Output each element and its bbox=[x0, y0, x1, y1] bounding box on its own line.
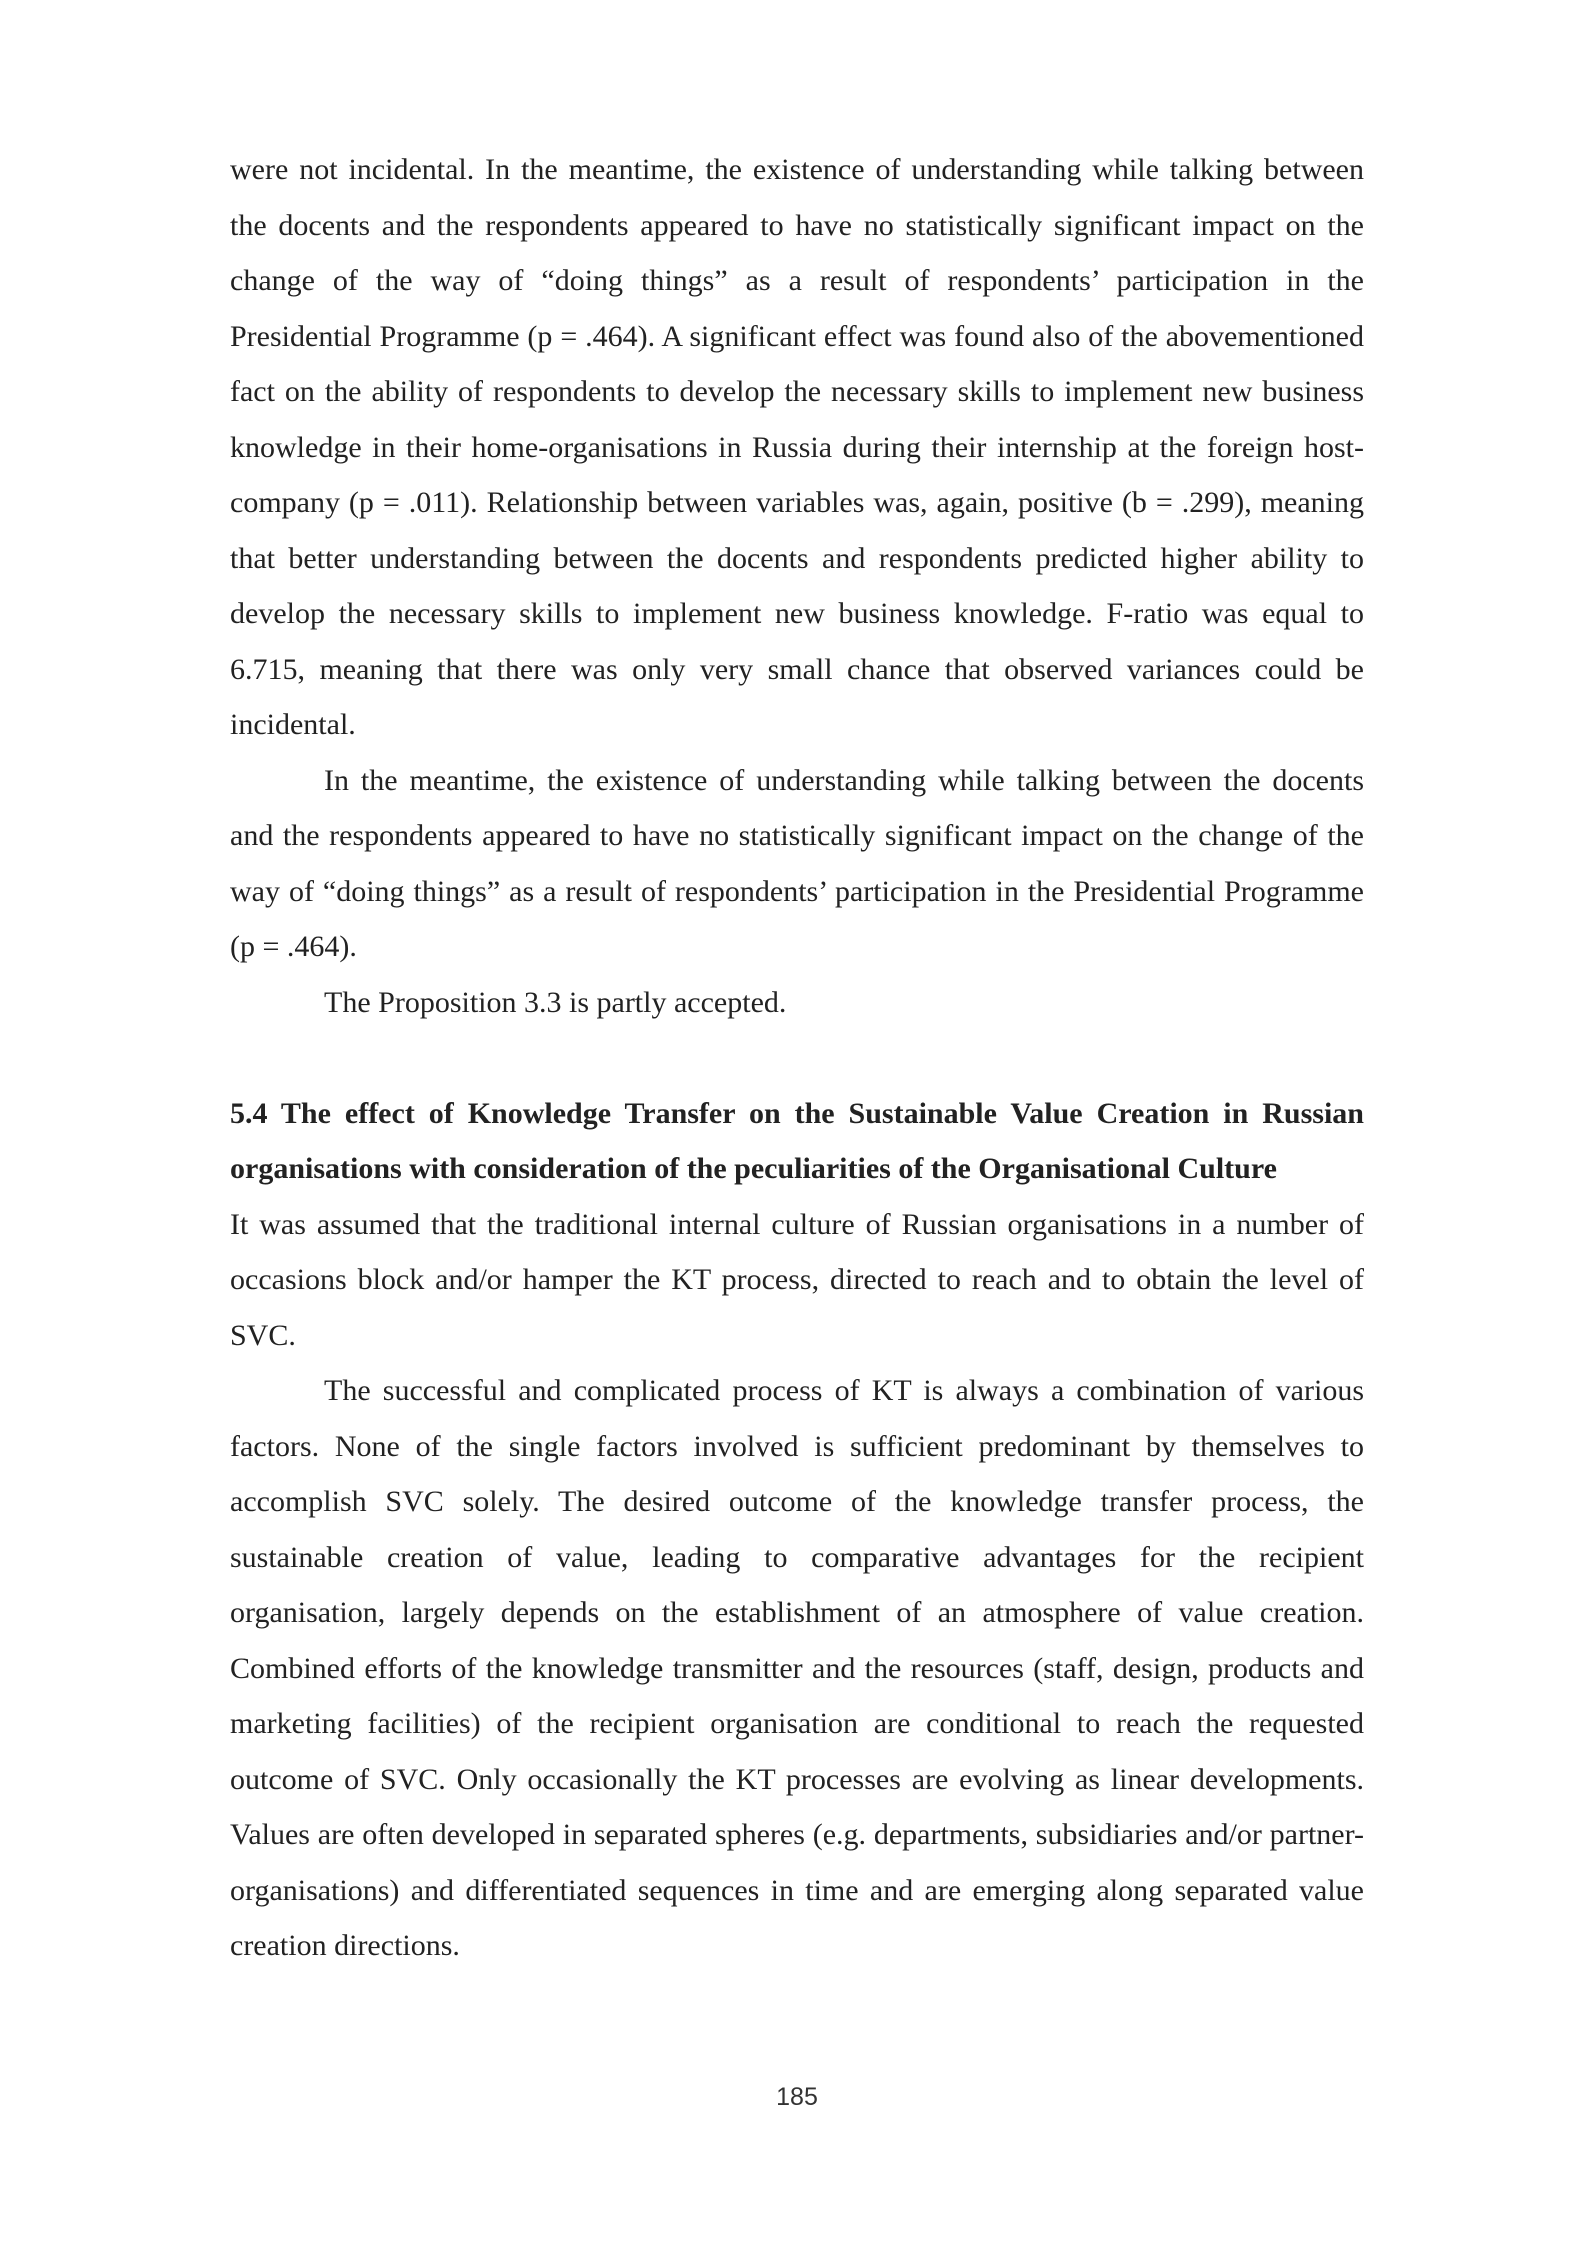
paragraph-kt-process: The successful and complicated process of KT is always a combination of various factors. None of the single factors involved is sufficient predominant by themselves to accomplish SVC solely. The desired outcome of the knowledge transfer process, the sustainable creation of value, leading to comparative advantages for the recipient organisation, largely depends on the establishment of an atmosphere of value creation. Combined efforts of the knowledge transmitter and the resources (staff, design, products and marketing facilities) of the recipient organisation are conditional to reach the requested outcome of SVC. Only occasionally the KT processes are evolving as linear developments. Values are often developed in separated spheres (e.g. departments, subsidiaries and/or partner-organisations) and differentiated sequences in time and are emerging along separated value creation directions. bbox=[230, 1374, 1364, 1962]
paragraph-continuation: were not incidental. In the meantime, the existence of understanding while talking between the docents and the respondents appeared to have no statistically significant impact on the change of the way of “doing things” as a result of respondents’ participation in the Presidential Programme (p = .464). A significant effect was found also of the abovementioned fact on the ability of respondents to develop the necessary skills to implement new business knowledge in their home-organisations in Russia during their internship at the foreign host-company (p = .011). Relationship between variables was, again, positive (b = .299), meaning that better understanding between the docents and respondents predicted higher ability to develop the necessary skills to implement new business knowledge. F-ratio was equal to 6.715, meaning that there was only very small chance that observed variances could be incidental. bbox=[230, 153, 1364, 741]
paragraph-assumption: It was assumed that the traditional internal culture of Russian organisations in a number of occasions block and/or hamper the KT process, directed to reach and to obtain the level of SVC. bbox=[230, 1207, 1364, 1352]
page-number: 185 bbox=[776, 2083, 818, 2111]
paragraph-proposition-result: The Proposition 3.3 is partly accepted. bbox=[324, 985, 787, 1019]
paragraph-meantime: In the meantime, the existence of understanding while talking between the docents and the respondents appeared to have no statistically significant impact on the change of the way of “doing things” as a result of respondents’ participation in the Presidential Programme (p = .464). bbox=[230, 763, 1364, 963]
document-body bbox=[230, 142, 1364, 1974]
section-heading-5-4: 5.4 The effect of Knowledge Transfer on the Sustainable Value Creation in Russian organisations with consideration of the peculiarities of the Organisational Culture bbox=[230, 1096, 1364, 1185]
